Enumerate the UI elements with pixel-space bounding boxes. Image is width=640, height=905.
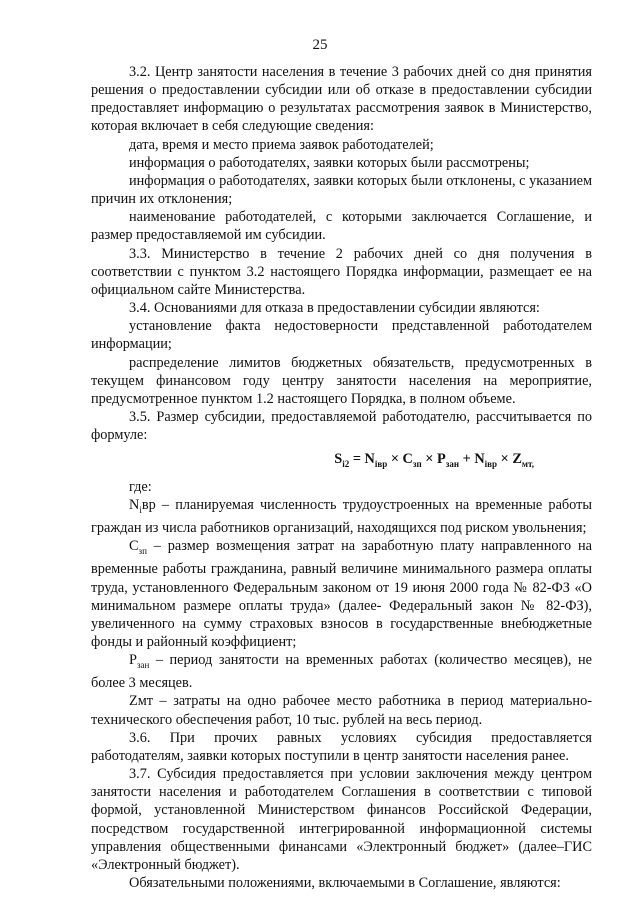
list-item-rejected: информация о работодателях, заявки которых были отклонены, с указанием причин их отклонения; — [91, 172, 592, 208]
definition-czp: $C_{зп}$ – размер возмещения затрат на заработную плату направленного на временные работы гражданина, равный величине минимального размера оплаты труда, установленного Федеральным законом от 19 июня 2000 года № 82-ФЗ «О минимальном размере оплаты труда» (далее- Федеральный закон № 82-ФЗ), увеличенного на сумму страховых взносов в государственные внебюджетные фонды и районный коэффициент; — [91, 538, 592, 651]
paragraph-3-2: 3.2. Центр занятости населения в течение 3 рабочих дней со дня принятия решения о предоставлении субсидии или об отказе в предоставлении субсидии предоставляет информацию о результатах рассмотрения заявок в Министерство, которая включает в себя следующие сведения: — [91, 64, 592, 135]
page-number: 25 — [312, 37, 328, 53]
list-item-reception-date: дата, время и место приема заявок работодателей; — [129, 136, 434, 153]
document-body — [91, 63, 592, 892]
list-item-limits: распределение лимитов бюджетных обязательств, предусмотренных в текущем финансовом году центру занятости населения на мероприятие, предусмотренное пунктом 1.2 настоящего Порядка, в полном объеме. — [91, 354, 592, 407]
list-item-reviewed: информация о работодателях, заявки которых были рассмотрены; — [129, 154, 530, 171]
subsidy-formula: $S_{i2} = N_{iвр} \times C_{зп} \times P_{зан} + N_{iвр} \times Z_{мт,}$ — [334, 451, 534, 470]
paragraph-3-6: 3.6. При прочих равных условиях субсидия предоставляется работодателям, заявки которых поступили в центр занятости населения ранее. — [91, 729, 592, 764]
definition-zmt: Zмт – затраты на одно рабочее место работника в период материально-технического обеспечения работ, 10 тыс. рублей на весь период. — [91, 693, 592, 728]
list-item-agreement: наименование работодателей, с которыми заключается Соглашение, и размер предоставляемой им субсидии. — [91, 209, 592, 244]
paragraph-3-3: 3.3. Министерство в течение 2 рабочих дней со дня получения в соответствии с пунктом 3.2 настоящего Порядка информации, размещает ее на официальном сайте Министерства. — [91, 245, 592, 298]
definition-pzan: $P_{зан}$ – период занятости на временных работах (количество месяцев), не более 3 месяцев. — [91, 652, 592, 692]
definition-nivr: $N_iвр$ – планируемая численность трудоустроенных на временные работы граждан из числа работников организаций, находящихся под риском увольнения; — [91, 497, 592, 537]
where-label: где: — [129, 479, 152, 496]
paragraph-3-4: 3.4. Основаниями для отказа в предоставлении субсидии являются: — [129, 300, 540, 317]
paragraph-3-7: 3.7. Субсидия предоставляется при условии заключения между центром занятости населения и работодателем Соглашения в соответствии с типовой формой, установленной Министерством финансов Российской Федерации, посредством государственной интегрированной информационной системы управления общественными финансами «Электронный бюджет» (далее–ГИС «Электронный бюджет). — [91, 766, 592, 873]
paragraph-3-5: 3.5. Размер субсидии, предоставляемой работодателю, рассчитывается по формуле: — [91, 408, 592, 444]
paragraph-mandatory-provisions: Обязательными положениями, включаемыми в Соглашение, являются: — [129, 875, 561, 891]
list-item-false-info: установление факта недостоверности представленной работодателем информации; — [91, 318, 592, 353]
